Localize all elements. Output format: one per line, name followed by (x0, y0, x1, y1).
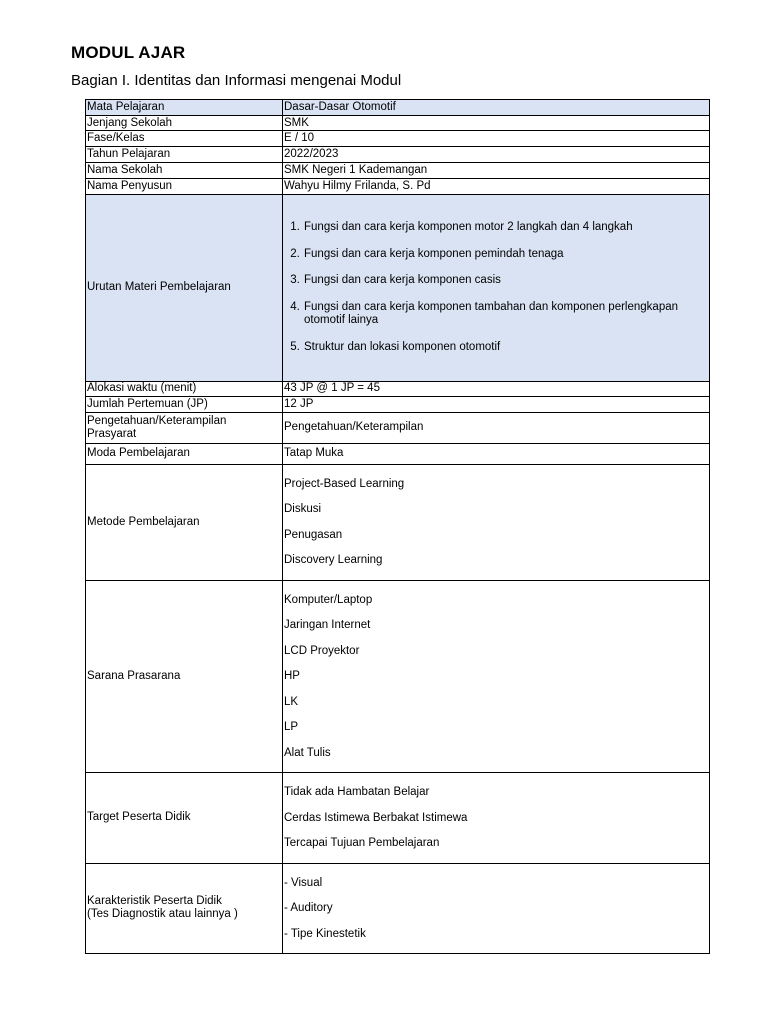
list-item: HP (284, 670, 300, 683)
row-label: Nama Penyusun (86, 179, 283, 195)
row-label: Karakteristik Peserta Didik (Tes Diagnostik atau lainnya ) (86, 863, 283, 954)
table-row (86, 179, 710, 195)
row-value: Pengetahuan/Keterampilan (283, 412, 710, 443)
row-label: Moda Pembelajaran (86, 443, 283, 464)
table-row (86, 443, 710, 464)
table-row (86, 100, 710, 116)
list-item: Diskusi (284, 503, 322, 516)
identity-table (85, 99, 710, 954)
row-value: E / 10 (283, 131, 710, 147)
table-row (86, 381, 710, 396)
row-value: SMK Negeri 1 Kademangan (283, 163, 710, 179)
row-label: Jenjang Sekolah (86, 116, 283, 131)
table-row (86, 195, 710, 382)
table-row (86, 464, 710, 580)
list-item: Jaringan Internet (284, 619, 371, 632)
row-value (283, 773, 710, 864)
list-item: Project-Based Learning (284, 477, 405, 490)
page-title: MODUL AJAR (71, 43, 186, 62)
row-label: Nama Sekolah (86, 163, 283, 179)
row-label: Jumlah Pertemuan (JP) (86, 396, 283, 412)
list-item: 4. Fungsi dan cara kerja komponen tambahan dan komponen perlengkapan otomotif lainya (303, 301, 708, 328)
row-label: Tahun Pelajaran (86, 147, 283, 163)
list-item: - Tipe Kinestetik (284, 927, 366, 940)
table-row (86, 131, 710, 147)
section-heading: Bagian I. Identitas dan Informasi mengenai Modul (71, 72, 402, 89)
list-item: 5. Struktur dan lokasi komponen otomotif (303, 341, 708, 355)
row-value: Dasar-Dasar Otomotif (283, 100, 710, 116)
row-label: Metode Pembelajaran (86, 464, 283, 580)
list-item: Cerdas Istimewa Berbakat Istimewa (284, 811, 468, 824)
materi-list (284, 208, 708, 368)
list-item: Penugasan (284, 528, 343, 541)
list-item: Tercapai Tujuan Pembelajaran (284, 837, 440, 850)
row-value (283, 464, 710, 580)
row-label: Target Peserta Didik (86, 773, 283, 864)
row-value (283, 863, 710, 954)
table-row (86, 773, 710, 864)
table-row (86, 412, 710, 443)
row-value: 2022/2023 (283, 147, 710, 163)
list-item: Komputer/Laptop (284, 593, 373, 606)
row-value (283, 195, 710, 382)
row-value (283, 580, 710, 773)
row-value: 12 JP (283, 396, 710, 412)
row-value: SMK (283, 116, 710, 131)
row-label: Fase/Kelas (86, 131, 283, 147)
list-item: - Visual (284, 876, 323, 889)
list-item: Discovery Learning (284, 554, 383, 567)
row-value: Wahyu Hilmy Frilanda, S. Pd (283, 179, 710, 195)
list-item: LP (284, 721, 299, 734)
list-item: Tidak ada Hambatan Belajar (284, 786, 430, 799)
table-row (86, 116, 710, 131)
row-label: Mata Pelajaran (86, 100, 283, 116)
list-item: LCD Proyektor (284, 644, 360, 657)
table-row (86, 580, 710, 773)
list-item: 1. Fungsi dan cara kerja komponen motor 2 langkah dan 4 langkah (303, 221, 708, 235)
row-value: 43 JP @ 1 JP = 45 (283, 381, 710, 396)
table-row (86, 163, 710, 179)
row-label: Urutan Materi Pembelajaran (86, 195, 283, 382)
list-item: Alat Tulis (284, 746, 331, 759)
list-item: - Auditory (284, 902, 333, 915)
table-row (86, 147, 710, 163)
list-item: 3. Fungsi dan cara kerja komponen casis (303, 274, 708, 288)
table-row (86, 396, 710, 412)
table-row (86, 863, 710, 954)
row-label: Alokasi waktu (menit) (86, 381, 283, 396)
row-label: Pengetahuan/Keterampilan Prasyarat (86, 412, 283, 443)
list-item: LK (284, 695, 299, 708)
row-value: Tatap Muka (283, 443, 710, 464)
row-label: Sarana Prasarana (86, 580, 283, 773)
list-item: 2. Fungsi dan cara kerja komponen pemindah tenaga (303, 248, 708, 262)
